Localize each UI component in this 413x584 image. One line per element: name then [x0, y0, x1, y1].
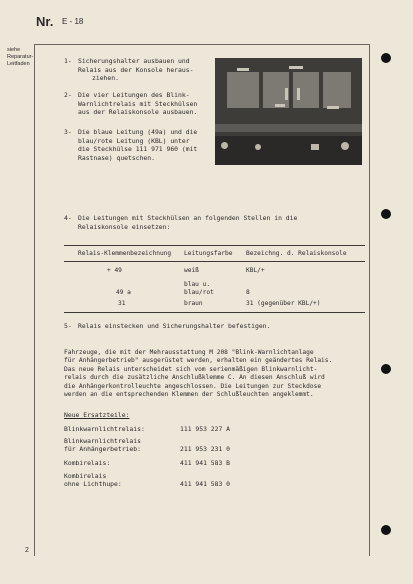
step-number: 2-	[64, 91, 72, 99]
frame-top-rule	[34, 44, 369, 45]
step-line: Warnlichtrelais mit Steckhülsen	[78, 99, 198, 108]
step-number: 5-	[64, 322, 72, 330]
parts-title: Neue Ersatzteile:	[64, 411, 130, 419]
paragraph-line: Das neue Relais unterscheidet sich vom serienmäßigen Blinkwarnlicht-	[64, 365, 318, 373]
step-line: Rastnase) quetschen.	[78, 153, 155, 162]
paragraph-line: Fahrzeuge, die mit der Mehrausstattung M 208 "Blink-Warnlichtanlage	[64, 349, 314, 356]
part-number: 411 941 583 0	[180, 480, 231, 488]
table-cell-color: weiß	[184, 267, 199, 274]
part-label: Kombirelais:	[64, 459, 111, 467]
step-line: Die vier Leitungen des Blink-	[78, 91, 190, 99]
part-number: 111 953 227 A	[180, 425, 231, 433]
paragraph-line: die Anhängerkontrolleuchte angeschlossen. Die Leitungen zur Steckdose	[64, 382, 322, 390]
part-label-line: Blinkwarnlichtrelais	[64, 437, 141, 445]
step-number: 3-	[64, 128, 72, 136]
side-note-line: Leitfaden	[7, 61, 30, 67]
side-note	[7, 47, 33, 68]
table-header-designation: Bezeichng. d. Relaiskonsole	[246, 250, 347, 257]
info-paragraph	[64, 349, 369, 399]
photo-highlight	[285, 88, 288, 100]
step-text	[78, 322, 270, 331]
table-rule-bottom	[64, 312, 365, 313]
step-line: ziehen.	[92, 74, 119, 83]
part-label	[64, 472, 122, 489]
part-label	[64, 437, 141, 454]
photo-fuse-bar	[215, 124, 362, 132]
step-line: aus der Relaiskonsole ausbauen.	[78, 108, 198, 117]
photo-highlight	[237, 68, 249, 71]
punch-hole	[381, 53, 391, 63]
step-number: 4-	[64, 214, 72, 222]
photo-highlight	[275, 104, 285, 107]
frame-left-rule	[34, 44, 35, 556]
step-text	[78, 91, 197, 117]
step-text	[78, 57, 193, 83]
frame-right-rule	[369, 44, 370, 556]
step-text	[78, 128, 197, 162]
photo-highlight	[297, 88, 300, 100]
photo-relay	[227, 72, 259, 108]
table-cell-designation: 31 (gegenüber KBL/+)	[246, 300, 321, 307]
paragraph-line: werden an die entsprechenden Klemmen der Schlußleuchten angeklemmt.	[64, 391, 314, 399]
photo-lower-shadow	[215, 136, 362, 165]
step-line: Relais einstecken und Sicherungshalter befestigen.	[78, 322, 271, 330]
step-text	[78, 214, 297, 231]
table-cell-designation: KBL/+	[246, 267, 265, 274]
part-label-line: für Anhängerbetrieb:	[64, 445, 141, 454]
step-line: die Steckhülse 111 971 960 (mit	[78, 145, 198, 154]
side-note-line: Reparatur-	[7, 54, 34, 60]
step-number: 1-	[64, 57, 72, 65]
step-line: Relais aus der Konsole heraus-	[78, 65, 194, 74]
part-number: 411 941 583 B	[180, 459, 231, 467]
part-label-line: Kombirelais	[64, 472, 107, 480]
table-rule-header	[64, 261, 365, 262]
document-code: E - 18	[62, 17, 84, 26]
photo-screw	[221, 142, 228, 149]
table-rule-top	[64, 245, 365, 246]
punch-hole	[381, 364, 391, 374]
table-cell-designation: 8	[246, 289, 250, 296]
step-line: blau/rote Leitung (KBL) unter	[78, 136, 190, 145]
part-label: Blinkwarnlichtrelais:	[64, 425, 145, 433]
photo-connector	[311, 144, 319, 150]
paragraph-line: relais durch die zusätzliche Anschlußklemme C. An diesen Anschluß wird	[64, 374, 325, 382]
photo-screw	[341, 142, 349, 150]
side-note-line: siehe	[7, 47, 21, 53]
table-header-terminal: Relais-Klemmenbezeichnung	[78, 250, 172, 257]
table-cell-color: blau u. blau/rot	[184, 281, 214, 296]
table-cell-terminal: 49 a	[116, 289, 131, 296]
page-number: 2	[25, 547, 29, 554]
photo-highlight	[289, 66, 303, 69]
number-label: Nr.	[36, 14, 54, 29]
step-line: Sicherungshalter ausbauen und	[78, 57, 190, 65]
table-cell-color: braun	[184, 300, 203, 307]
relay-console-photo	[215, 58, 362, 165]
step-line: Relaiskonsole einsetzen:	[78, 222, 171, 231]
table-cell-terminal: 31	[118, 300, 126, 307]
photo-relay	[323, 72, 351, 108]
photo-highlight	[327, 106, 339, 109]
step-line: Die Leitungen mit Steckhülsen an folgenden Stellen in die	[78, 214, 298, 222]
punch-hole	[381, 525, 391, 535]
photo-screw	[255, 144, 261, 150]
part-label-line: ohne Lichthupe:	[64, 480, 122, 489]
part-number: 211 953 231 0	[180, 445, 231, 453]
table-cell-terminal: + 49	[107, 267, 122, 274]
paragraph-line: für Anhängerbetrieb" ausgerüstet werden, erhalten ein geändertes Relais.	[64, 357, 333, 365]
step-line: Die blaue Leitung (49a) und die	[78, 128, 198, 136]
punch-hole	[381, 209, 391, 219]
table-header-color: Leitungsfarbe	[184, 250, 233, 257]
